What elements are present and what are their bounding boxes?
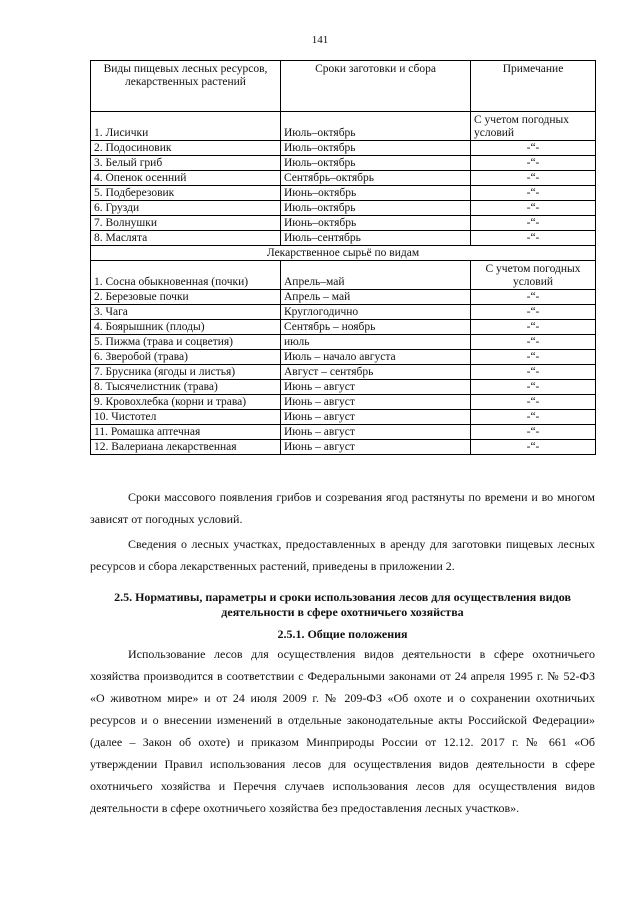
- resource-name-cell: 1. Сосна обыкновенная (почки): [91, 261, 281, 290]
- harvest-period-cell: Круглогодично: [281, 305, 471, 320]
- note-cell: -“-: [471, 305, 596, 320]
- note-cell: -“-: [471, 425, 596, 440]
- harvest-period-cell: Июнь–октябрь: [281, 216, 471, 231]
- resource-name-cell: 12. Валериана лекарственная: [91, 440, 281, 455]
- table-row: [91, 290, 596, 305]
- note-cell: -“-: [471, 216, 596, 231]
- table-row: [91, 335, 596, 350]
- resource-name-cell: 10. Чистотел: [91, 410, 281, 425]
- table-row: [91, 231, 596, 246]
- table-row: [91, 365, 596, 380]
- resource-name-cell: 4. Опенок осенний: [91, 171, 281, 186]
- harvest-period-cell: Апрель – май: [281, 290, 471, 305]
- resource-name-cell: 8. Маслята: [91, 231, 281, 246]
- harvest-period-cell: Июнь – август: [281, 380, 471, 395]
- table-row: [91, 350, 596, 365]
- resource-name-cell: 7. Брусника (ягоды и листья): [91, 365, 281, 380]
- note-cell: -“-: [471, 156, 596, 171]
- header-harvest-period: Сроки заготовки и сбора: [281, 61, 471, 112]
- table-row: [91, 395, 596, 410]
- resource-name-cell: 9. Кровохлебка (корни и трава): [91, 395, 281, 410]
- table-row: [91, 171, 596, 186]
- table-row: [91, 410, 596, 425]
- table-row: [91, 380, 596, 395]
- paragraph-hunting-legislation: Использование лесов для осуществления видов деятельности в сфере охотничьего хозяйства производится в соответствии с Федеральными законами от 24 апреля 1995 г. № 52-ФЗ «О животном мире» и от 24 июля 2009 г. № 209-ФЗ «Об охоте и о сохранении охотничьих ресурсов и о внесении изменений в отдельные законодательные акты Российской Федерации» (далее – Закон об охоте) и приказом Минприроды России от 12.12. 2017 г. № 661 «Об утверждении Правил использования лесов для осуществления видов деятельности в сфере охотничьего хозяйства и Перечня случаев использования лесов для осуществления видов деятельности в сфере охотничьего хозяйства без предоставления лесных участков».: [90, 647, 595, 815]
- note-cell: -“-: [471, 231, 596, 246]
- table-row: [91, 216, 596, 231]
- note-cell: С учетом погодных условий: [471, 261, 596, 290]
- table-row: [91, 186, 596, 201]
- note-cell: С учетом погодных условий: [471, 112, 596, 141]
- resource-name-cell: 5. Подберезовик: [91, 186, 281, 201]
- resource-name-cell: 2. Подосиновик: [91, 141, 281, 156]
- paragraph-mass-appearance: Сроки массового появления грибов и созревания ягод растянуты по времени и во многом зависят от погодных условий.: [90, 490, 595, 526]
- header-note: Примечание: [471, 61, 596, 112]
- note-cell: -“-: [471, 141, 596, 156]
- section-title-cell: Лекарственное сырьё по видам: [91, 246, 596, 261]
- table-row: [91, 201, 596, 216]
- harvest-period-cell: Сентябрь–октябрь: [281, 171, 471, 186]
- harvest-period-cell: Август – сентябрь: [281, 365, 471, 380]
- table-section-row: [91, 246, 596, 261]
- note-cell: -“-: [471, 395, 596, 410]
- resource-name-cell: 3. Чага: [91, 305, 281, 320]
- harvest-period-cell: Июль–октябрь: [281, 201, 471, 216]
- note-cell: -“-: [471, 290, 596, 305]
- table-header-row: [91, 61, 596, 112]
- page-number: 141: [311, 34, 329, 46]
- harvest-period-cell: Июль–октябрь: [281, 112, 471, 141]
- table-row: [91, 425, 596, 440]
- resource-name-cell: 5. Пижма (трава и соцветия): [91, 335, 281, 350]
- harvest-period-cell: Сентябрь – ноябрь: [281, 320, 471, 335]
- section-heading: 2.5. Нормативы, параметры и сроки использования лесов для осуществления видов деятельности в сфере охотничьего хозяйства: [114, 590, 571, 619]
- paragraph-lease-info: Сведения о лесных участках, предоставленных в аренду для заготовки пищевых лесных ресурсов и сбора лекарственных растений, приведены в приложении 2.: [90, 537, 595, 573]
- resource-name-cell: 6. Зверобой (трава): [91, 350, 281, 365]
- harvest-period-cell: Июль–октябрь: [281, 141, 471, 156]
- resource-name-cell: 2. Березовые почки: [91, 290, 281, 305]
- body-text-block: [90, 643, 595, 819]
- paragraph-block-1: [90, 486, 595, 577]
- harvest-period-cell: Июль – начало августа: [281, 350, 471, 365]
- resource-name-cell: 8. Тысячелистник (трава): [91, 380, 281, 395]
- note-cell: -“-: [471, 335, 596, 350]
- table-row: [91, 320, 596, 335]
- note-cell: -“-: [471, 440, 596, 455]
- harvest-period-cell: Июнь – август: [281, 410, 471, 425]
- harvest-period-cell: Июль–октябрь: [281, 156, 471, 171]
- note-cell: -“-: [471, 320, 596, 335]
- forest-resources-table: [90, 60, 596, 455]
- resource-name-cell: 7. Волнушки: [91, 216, 281, 231]
- table-row: [91, 261, 596, 290]
- note-cell: -“-: [471, 350, 596, 365]
- note-cell: -“-: [471, 201, 596, 216]
- note-cell: -“-: [471, 186, 596, 201]
- harvest-period-cell: Июль–сентябрь: [281, 231, 471, 246]
- harvest-period-cell: июль: [281, 335, 471, 350]
- note-cell: -“-: [471, 171, 596, 186]
- harvest-period-cell: Июнь–октябрь: [281, 186, 471, 201]
- harvest-period-cell: Июнь – август: [281, 395, 471, 410]
- resource-name-cell: 1. Лисички: [91, 112, 281, 141]
- note-cell: -“-: [471, 410, 596, 425]
- table-row: [91, 141, 596, 156]
- table-row: [91, 112, 596, 141]
- table-row: [91, 440, 596, 455]
- resource-name-cell: 6. Грузди: [91, 201, 281, 216]
- table-row: [91, 305, 596, 320]
- harvest-period-cell: Апрель–май: [281, 261, 471, 290]
- resource-name-cell: 3. Белый гриб: [91, 156, 281, 171]
- header-resource-type: Виды пищевых лесных ресурсов, лекарственных растений: [91, 61, 281, 112]
- resource-name-cell: 4. Боярышник (плоды): [91, 320, 281, 335]
- note-cell: -“-: [471, 365, 596, 380]
- table-row: [91, 156, 596, 171]
- resource-name-cell: 11. Ромашка аптечная: [91, 425, 281, 440]
- harvest-period-cell: Июнь – август: [281, 425, 471, 440]
- harvest-period-cell: Июнь – август: [281, 440, 471, 455]
- subsection-heading: 2.5.1. Общие положения: [277, 627, 408, 641]
- note-cell: -“-: [471, 380, 596, 395]
